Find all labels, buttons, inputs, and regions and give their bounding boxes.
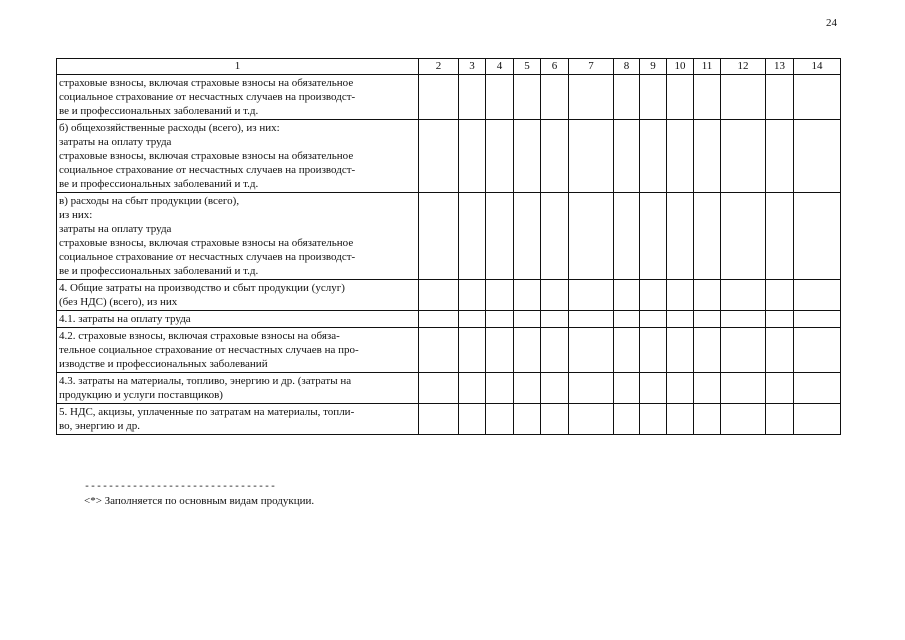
footnote-rule: -------------------------------- bbox=[84, 482, 277, 493]
value-cell-col-11 bbox=[694, 404, 721, 435]
description-line: из них: bbox=[59, 209, 93, 221]
value-cell-col-4 bbox=[486, 193, 514, 280]
table-body bbox=[57, 75, 841, 435]
value-cell-col-12 bbox=[721, 404, 766, 435]
row-description bbox=[57, 193, 419, 280]
row-description bbox=[57, 75, 419, 120]
column-header-5: 5 bbox=[514, 59, 541, 75]
description-line: 4.2. страховые взносы, включая страховые взносы на обяза- bbox=[59, 330, 340, 342]
value-cell-col-7 bbox=[569, 280, 614, 311]
value-cell-col-14 bbox=[794, 193, 841, 280]
value-cell-col-6 bbox=[541, 120, 569, 193]
value-cell-col-4 bbox=[486, 280, 514, 311]
column-header-14: 14 bbox=[794, 59, 841, 75]
description-line: во, энергию и др. bbox=[59, 420, 140, 432]
page-number: 24 bbox=[826, 17, 837, 29]
row-description bbox=[57, 373, 419, 404]
value-cell-col-13 bbox=[766, 311, 794, 328]
value-cell-col-13 bbox=[766, 75, 794, 120]
value-cell-col-13 bbox=[766, 404, 794, 435]
description-line: изводстве и профессиональных заболеваний bbox=[59, 358, 268, 370]
value-cell-col-14 bbox=[794, 280, 841, 311]
description-line: тельное социальное страхование от несчастных случаев на про- bbox=[59, 344, 359, 356]
value-cell-col-7 bbox=[569, 373, 614, 404]
value-cell-col-9 bbox=[640, 280, 667, 311]
column-header-1: 1 bbox=[57, 59, 419, 75]
value-cell-col-2 bbox=[419, 75, 459, 120]
value-cell-col-4 bbox=[486, 75, 514, 120]
value-cell-col-14 bbox=[794, 311, 841, 328]
value-cell-col-7 bbox=[569, 328, 614, 373]
description-line: страховые взносы, включая страховые взносы на обязательное bbox=[59, 237, 354, 249]
value-cell-col-2 bbox=[419, 311, 459, 328]
value-cell-col-11 bbox=[694, 280, 721, 311]
value-cell-col-10 bbox=[667, 311, 694, 328]
value-cell-col-8 bbox=[614, 193, 640, 280]
column-header-7: 7 bbox=[569, 59, 614, 75]
value-cell-col-10 bbox=[667, 373, 694, 404]
description-line: в) расходы на сбыт продукции (всего), bbox=[59, 195, 240, 207]
header-row bbox=[57, 59, 841, 75]
value-cell-col-11 bbox=[694, 193, 721, 280]
value-cell-col-5 bbox=[514, 404, 541, 435]
value-cell-col-12 bbox=[721, 75, 766, 120]
column-header-9: 9 bbox=[640, 59, 667, 75]
value-cell-col-5 bbox=[514, 193, 541, 280]
value-cell-col-4 bbox=[486, 120, 514, 193]
value-cell-col-6 bbox=[541, 373, 569, 404]
value-cell-col-2 bbox=[419, 120, 459, 193]
value-cell-col-9 bbox=[640, 193, 667, 280]
value-cell-col-4 bbox=[486, 311, 514, 328]
value-cell-col-10 bbox=[667, 193, 694, 280]
column-header-12: 12 bbox=[721, 59, 766, 75]
value-cell-col-12 bbox=[721, 193, 766, 280]
value-cell-col-11 bbox=[694, 311, 721, 328]
column-header-3: 3 bbox=[459, 59, 486, 75]
value-cell-col-8 bbox=[614, 328, 640, 373]
value-cell-col-6 bbox=[541, 311, 569, 328]
value-cell-col-13 bbox=[766, 120, 794, 193]
value-cell-col-14 bbox=[794, 120, 841, 193]
value-cell-col-6 bbox=[541, 193, 569, 280]
value-cell-col-5 bbox=[514, 311, 541, 328]
value-cell-col-6 bbox=[541, 328, 569, 373]
value-cell-col-9 bbox=[640, 75, 667, 120]
description-line: затраты на оплату труда bbox=[59, 223, 172, 235]
table-row bbox=[57, 311, 841, 328]
value-cell-col-3 bbox=[459, 311, 486, 328]
table-row bbox=[57, 280, 841, 311]
column-header-4: 4 bbox=[486, 59, 514, 75]
description-line: страховые взносы, включая страховые взносы на обязательное bbox=[59, 77, 354, 89]
value-cell-col-12 bbox=[721, 120, 766, 193]
value-cell-col-4 bbox=[486, 328, 514, 373]
description-line: социальное страхование от несчастных случаев на производст- bbox=[59, 251, 356, 263]
value-cell-col-2 bbox=[419, 404, 459, 435]
row-description bbox=[57, 280, 419, 311]
description-line: социальное страхование от несчастных случаев на производст- bbox=[59, 164, 356, 176]
column-header-8: 8 bbox=[614, 59, 640, 75]
value-cell-col-11 bbox=[694, 75, 721, 120]
column-header-13: 13 bbox=[766, 59, 794, 75]
value-cell-col-3 bbox=[459, 373, 486, 404]
description-line: ве и профессиональных заболеваний и т.д. bbox=[59, 178, 259, 190]
table-row bbox=[57, 328, 841, 373]
value-cell-col-2 bbox=[419, 328, 459, 373]
value-cell-col-4 bbox=[486, 373, 514, 404]
value-cell-col-9 bbox=[640, 328, 667, 373]
value-cell-col-7 bbox=[569, 75, 614, 120]
value-cell-col-13 bbox=[766, 328, 794, 373]
description-line: 5. НДС, акцизы, уплаченные по затратам на материалы, топли- bbox=[59, 406, 355, 418]
row-description bbox=[57, 311, 419, 328]
value-cell-col-2 bbox=[419, 280, 459, 311]
value-cell-col-7 bbox=[569, 120, 614, 193]
value-cell-col-3 bbox=[459, 75, 486, 120]
footnote-text: <*> Заполняется по основным видам продукции. bbox=[84, 495, 315, 507]
value-cell-col-14 bbox=[794, 328, 841, 373]
value-cell-col-5 bbox=[514, 120, 541, 193]
value-cell-col-7 bbox=[569, 311, 614, 328]
value-cell-col-8 bbox=[614, 280, 640, 311]
value-cell-col-8 bbox=[614, 120, 640, 193]
column-header-11: 11 bbox=[694, 59, 721, 75]
value-cell-col-11 bbox=[694, 328, 721, 373]
table-row bbox=[57, 120, 841, 193]
value-cell-col-13 bbox=[766, 373, 794, 404]
value-cell-col-11 bbox=[694, 373, 721, 404]
table-row bbox=[57, 373, 841, 404]
value-cell-col-10 bbox=[667, 120, 694, 193]
description-line: 4.3. затраты на материалы, топливо, энергию и др. (затраты на bbox=[59, 375, 352, 387]
description-line: затраты на оплату труда bbox=[59, 136, 172, 148]
cost-table bbox=[56, 58, 841, 435]
value-cell-col-5 bbox=[514, 373, 541, 404]
value-cell-col-12 bbox=[721, 328, 766, 373]
value-cell-col-5 bbox=[514, 328, 541, 373]
value-cell-col-10 bbox=[667, 328, 694, 373]
description-line: 4. Общие затраты на производство и сбыт продукции (услуг) bbox=[59, 282, 345, 294]
value-cell-col-14 bbox=[794, 373, 841, 404]
value-cell-col-7 bbox=[569, 404, 614, 435]
description-line: (без НДС) (всего), из них bbox=[59, 296, 178, 308]
description-line: ве и профессиональных заболеваний и т.д. bbox=[59, 105, 259, 117]
value-cell-col-10 bbox=[667, 404, 694, 435]
value-cell-col-10 bbox=[667, 75, 694, 120]
value-cell-col-8 bbox=[614, 311, 640, 328]
row-description bbox=[57, 328, 419, 373]
value-cell-col-13 bbox=[766, 280, 794, 311]
value-cell-col-9 bbox=[640, 120, 667, 193]
description-line: ве и профессиональных заболеваний и т.д. bbox=[59, 265, 259, 277]
description-line: социальное страхование от несчастных случаев на производст- bbox=[59, 91, 356, 103]
column-header-6: 6 bbox=[541, 59, 569, 75]
value-cell-col-8 bbox=[614, 75, 640, 120]
value-cell-col-5 bbox=[514, 280, 541, 311]
value-cell-col-11 bbox=[694, 120, 721, 193]
value-cell-col-3 bbox=[459, 404, 486, 435]
table-row bbox=[57, 75, 841, 120]
value-cell-col-10 bbox=[667, 280, 694, 311]
value-cell-col-12 bbox=[721, 280, 766, 311]
value-cell-col-8 bbox=[614, 373, 640, 404]
value-cell-col-3 bbox=[459, 328, 486, 373]
description-line: 4.1. затраты на оплату труда bbox=[59, 313, 191, 325]
value-cell-col-6 bbox=[541, 404, 569, 435]
value-cell-col-6 bbox=[541, 280, 569, 311]
value-cell-col-12 bbox=[721, 373, 766, 404]
row-description bbox=[57, 120, 419, 193]
value-cell-col-12 bbox=[721, 311, 766, 328]
column-header-10: 10 bbox=[667, 59, 694, 75]
description-line: б) общехозяйственные расходы (всего), из них: bbox=[59, 122, 280, 134]
table-row bbox=[57, 193, 841, 280]
value-cell-col-7 bbox=[569, 193, 614, 280]
value-cell-col-9 bbox=[640, 311, 667, 328]
value-cell-col-14 bbox=[794, 75, 841, 120]
value-cell-col-5 bbox=[514, 75, 541, 120]
value-cell-col-8 bbox=[614, 404, 640, 435]
value-cell-col-9 bbox=[640, 404, 667, 435]
description-line: страховые взносы, включая страховые взносы на обязательное bbox=[59, 150, 354, 162]
value-cell-col-4 bbox=[486, 404, 514, 435]
value-cell-col-14 bbox=[794, 404, 841, 435]
row-description bbox=[57, 404, 419, 435]
value-cell-col-3 bbox=[459, 280, 486, 311]
value-cell-col-2 bbox=[419, 193, 459, 280]
description-line: продукцию и услуги поставщиков) bbox=[59, 389, 223, 401]
column-header-2: 2 bbox=[419, 59, 459, 75]
value-cell-col-9 bbox=[640, 373, 667, 404]
table-row bbox=[57, 404, 841, 435]
value-cell-col-6 bbox=[541, 75, 569, 120]
value-cell-col-13 bbox=[766, 193, 794, 280]
value-cell-col-3 bbox=[459, 193, 486, 280]
value-cell-col-2 bbox=[419, 373, 459, 404]
value-cell-col-3 bbox=[459, 120, 486, 193]
